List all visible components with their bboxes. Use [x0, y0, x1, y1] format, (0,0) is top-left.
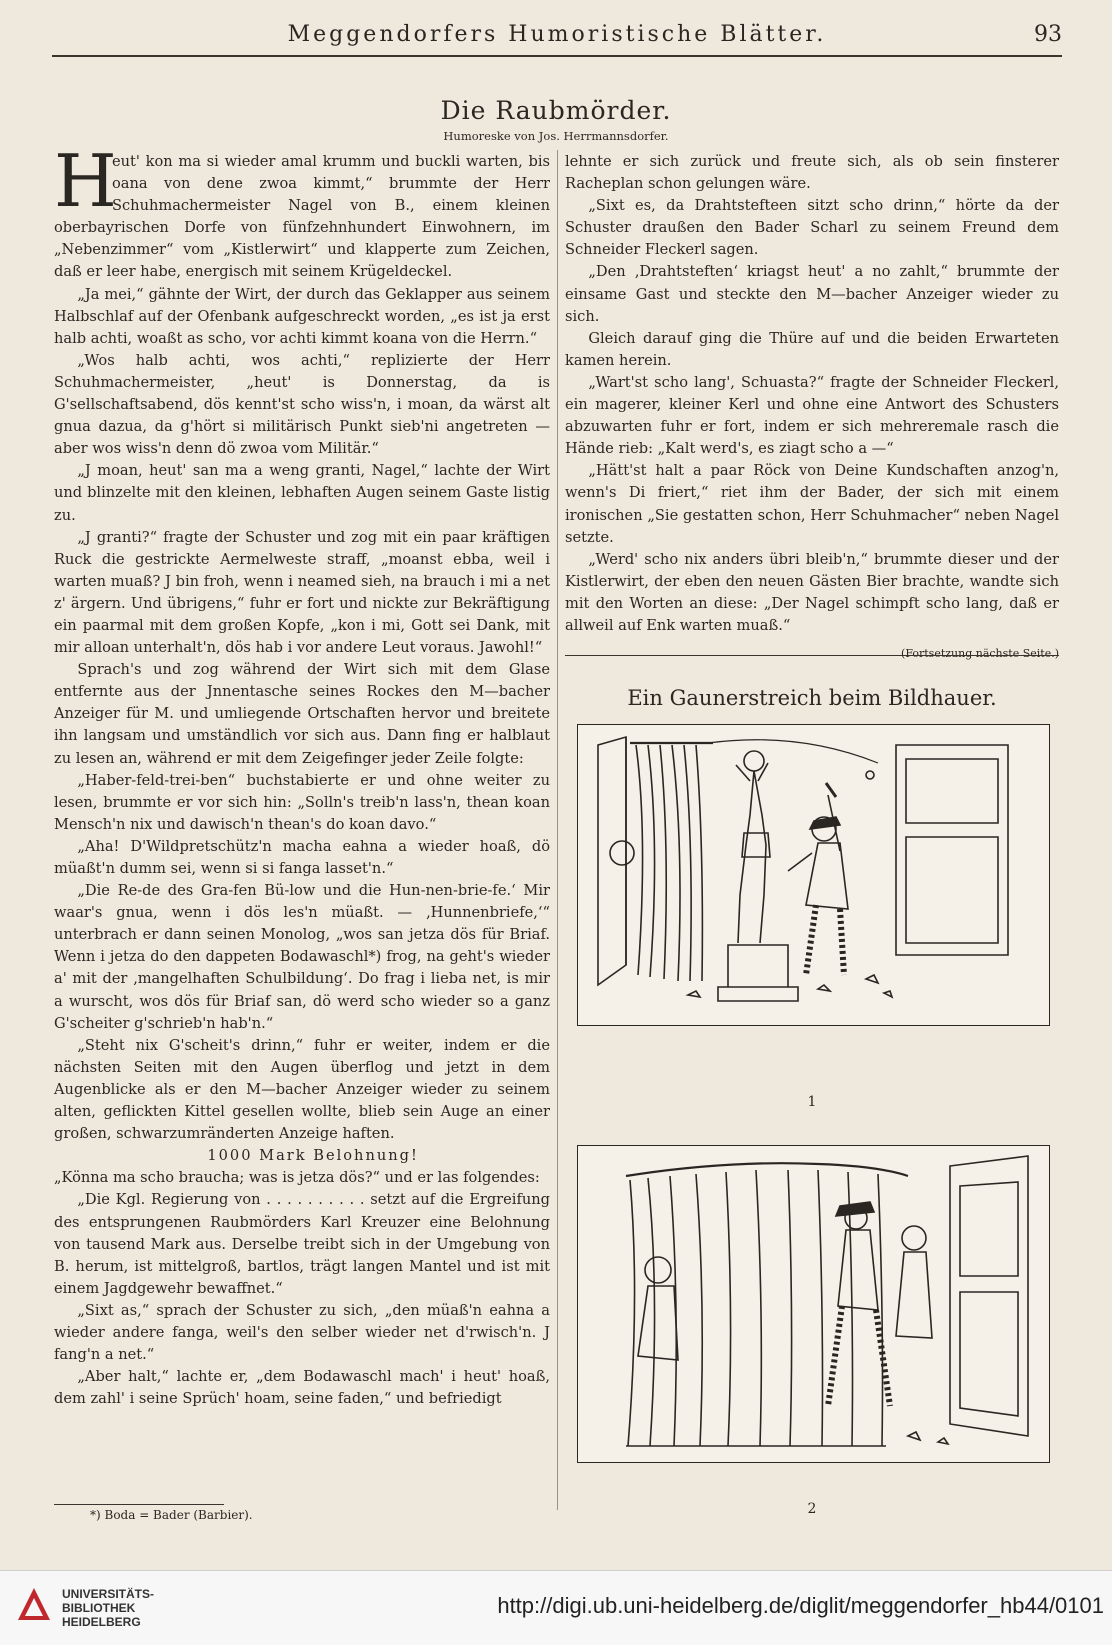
paragraph: „Sixt as,“ sprach der Schuster zu sich, „den müaß'n eahna a wieder andere fanga, weil's den selber wieder net d'rwisch'n. J fang'n a net.“: [54, 1301, 550, 1364]
paragraph: „Den ‚Drahtsteften‘ kriagst heut' a no zahlt,“ brummte der einsame Gast und steckte den M—bacher Anzeiger wieder zu sich.: [565, 263, 1059, 325]
library-name: UNIVERSITÄTS- BIBLIOTHEK HEIDELBERG: [62, 1587, 155, 1629]
digitization-footer: [0, 1570, 1112, 1645]
statue-head: [744, 751, 764, 771]
curtain: [636, 745, 702, 981]
paragraph: „Ja mei,“ gähnte der Wirt, der durch das Geklapper aus seinem Halbschlaf auf der Ofenbank aufgeschreckt worden, „es ist ja erst halb achti, woaßt as scho, vor achti kimmt koana von die Herrn.“: [54, 285, 550, 347]
continued-note: (Fortsetzung nächste Seite.): [901, 647, 1059, 661]
paragraph: Sprach's und zog während der Wirt sich mit dem Glase entfernte aus der Jnnentasche seines Rockes den M—bacher Anzeiger für M. und umliegende Ortschaften hervor und breitete ihn langsam und umständlich vor sich aus. Dann fing er halblaut zu lesen an, während er mit dem Zeigefinger jeder Zeile folgte:: [54, 661, 550, 767]
curtain-escape-illustration: [578, 1146, 1049, 1462]
reward-notice: 1000 Mark Belohnung!: [207, 1147, 419, 1165]
footnote: *) Boda = Bader (Barbier).: [90, 1508, 253, 1522]
right-door: [896, 745, 1008, 955]
paragraph: „Aber halt,“ lachte er, „dem Bodawaschl mach' i heut' hoaß, dem zahl' i seine Sprüch' hoam, seine faden,“ und befriedigt: [54, 1368, 550, 1408]
paragraph: „Werd' scho nix anders übri bleib'n,“ brummte dieser und der Kistlerwirt, der eben den neuen Gästen Bier brachte, wandte sich mit den Worten an diese: „Der Nagel schimpft scho lang, daß er allweil auf Enk warten muaß.“: [565, 550, 1059, 634]
pedestal: [718, 945, 798, 1001]
paragraph: „Haber-feld-trei-ben“ buchstabierte er und ohne weiter zu lesen, brummte er vor sich hin: „Solln's treib'n lass'n, thean koan Mensch'n nix und dawisch'n thean's do koan davo.“: [54, 771, 550, 833]
paragraph: „Steht nix G'scheit's drinn,“ fuhr er weiter, indem er die nächsten Seiten mit den Augen überflog und jetzt in dem Augenblicke als er den M—bacher Anzeiger wieder zu seinem alten, geflickten Kittel gesellen wollte, blieb sein Auge an einer großen, schwarzumränderten Anzeige haften.: [54, 1036, 550, 1143]
paragraph: „Die Kgl. Regierung von . . . . . . . . . . setzt auf die Ergreifung des entsprungenen Raubmörders Karl Kreuzer eine Belohnung von tausend Mark aus. Derselbe treibt sich in der Umgebung von B. herum, ist mittelgroß, bartlos, trägt langen Mantel und ist mit einem Jagdgewehr bewaffnet.“: [54, 1191, 550, 1297]
column-divider: [557, 150, 558, 1510]
right-column: [565, 151, 1059, 665]
paragraph: lehnte er sich zurück und freute sich, als ob sein finsterer Racheplan schon gelungen wäre.: [565, 153, 1059, 193]
journal-title: Meggendorfers Humoristische Blätter.: [287, 22, 827, 47]
panel-number-2: 2: [807, 1501, 817, 1517]
paragraph: „Aha! D'Wildpretschütz'n macha eahna a wieder hoaß, dö müaßt'n dumm sei, wenn si si fanga lasset'n.“: [54, 837, 550, 877]
open-door-left: [598, 737, 626, 985]
panel-number-1: 1: [807, 1094, 817, 1110]
paragraph: „Hätt'st halt a paar Röck von Deine Kundschaften anzog'n, wenn's Di friert,“ riet ihm der Bader, der sich mit einem ironischen „Sie gestatten schon, Herr Schuhmacher“ neben Nagel setzte.: [565, 462, 1059, 546]
page-number: 93: [1034, 22, 1062, 47]
paragraph: „Wos halb achti, wos achti,“ replizierte der Herr Schuhmachermeister, „heut' is Donnerstag, da is G'sellschaftsabend, dös kennt'st scho wiss'n, i moan, da wärst alt gnua dazua, da g'hört si militärisch Punkt sieb'ni angetreten — aber wos wiss'n denn dö zwoa vom Militär.“: [54, 351, 550, 458]
paragraph: „Wart'st scho lang', Schuasta?“ fragte der Schneider Fleckerl, ein magerer, kleiner Kerl und ohne eine Antwort des Schusters abzuwarten fuhr er fort, indem er sich mehreremale rasch die Hände rieb: „Kalt werd's, es ziagt scho a —“: [565, 373, 1059, 458]
paragraph: Gleich darauf ging die Thüre auf und die beiden Erwarteten kamen herein.: [565, 329, 1059, 369]
paragraph: „J granti?“ fragte der Schuster und zog mit ein paar kräftigen Ruck die gestrickte Aermelweste straff, „moanst ebba, weil i warten muaß? J bin froh, wenn i neamed sieh, na brauch i mi a net z' ärgern. Und übrigens,“ fuhr er fort und nickte zur Bekräftigung ein paarmal mit dem großen Kopfe, „kon i mi, Gott sei Dank, mit mir alloan unterhalt'n, dös hab i vor andere Leut voraus. Jawohl!“: [54, 528, 550, 657]
story-title: Die Raubmörder.: [440, 96, 672, 125]
header-rule: [52, 55, 1062, 57]
footnote-rule: [54, 1504, 224, 1505]
cartoon-panel-1: [577, 724, 1050, 1026]
paragraph: „Sixt es, da Drahtstefteen sitzt scho drinn,“ hörte da der Schuster draußen den Bader Scharl zu seinem Freund dem Schneider Fleckerl sagen.: [565, 197, 1059, 259]
source-url[interactable]: http://digi.ub.uni-heidelberg.de/diglit/meggendorfer_hb44/0101: [497, 1593, 1104, 1618]
paragraph: „Könna ma scho braucha; was is jetza dös?“ und er las folgendes:: [54, 1169, 540, 1187]
left-column: [54, 139, 550, 1410]
running-head: [52, 22, 1062, 52]
doorway-right: [950, 1156, 1028, 1436]
drop-cap: H: [54, 139, 117, 223]
university-library-logo-icon: [14, 1584, 54, 1624]
paragraph: „J moan, heut' san ma a weng granti, Nagel,“ lachte der Wirt und blinzelte mit den kleinen, lebhaften Augen seinem Gaste listig zu.: [54, 462, 550, 524]
paragraph: eut' kon ma si wieder amal krumm und buckli warten, bis oana von dene zwoa kimmt,“ brummte der Herr Schuhmachermeister Nagel von B., einem kleinen oberbayrischen Dorfe von fünfzehnhundert Einwohnern, im „Nebenzimmer“ vom „Kistlerwirt“ und klapperte zum Zeichen, daß er leer habe, energisch mit seinem Krügeldeckel.: [54, 153, 550, 281]
story-byline: Humoreske von Jos. Herrmannsdorfer.: [443, 129, 669, 143]
cartoon-panel-2: [577, 1145, 1050, 1463]
man-head: [645, 1257, 671, 1283]
sculptor-studio-illustration: [578, 725, 1049, 1025]
peeking-man-head: [610, 841, 634, 865]
paragraph: „Die Re-de des Gra-fen Bü-low und die Hun-nen-brie-fe.‘ Mir waar's gnua, wenn i dös les'n müaßt. — ‚Hunnenbriefe,‘“ unterbrach er dann seinen Monolog, „wos san jetza dös für Briaf. Wenn i jetza do den dappeten Bodawaschl*) frog, na geht's wieder a' mit der ‚mangelhaften Schulbildung‘. Do frag i lieba net, is mir a wurscht, wos dös für Briaf san, dö werd scho wieder so a ganz G'scheiter g'schrieb'n hab'n.“: [54, 882, 550, 1032]
section-rule: [565, 655, 1059, 656]
sculptor-body: [806, 843, 848, 909]
cartoon-title: Ein Gaunerstreich beim Bildhauer.: [627, 686, 997, 710]
